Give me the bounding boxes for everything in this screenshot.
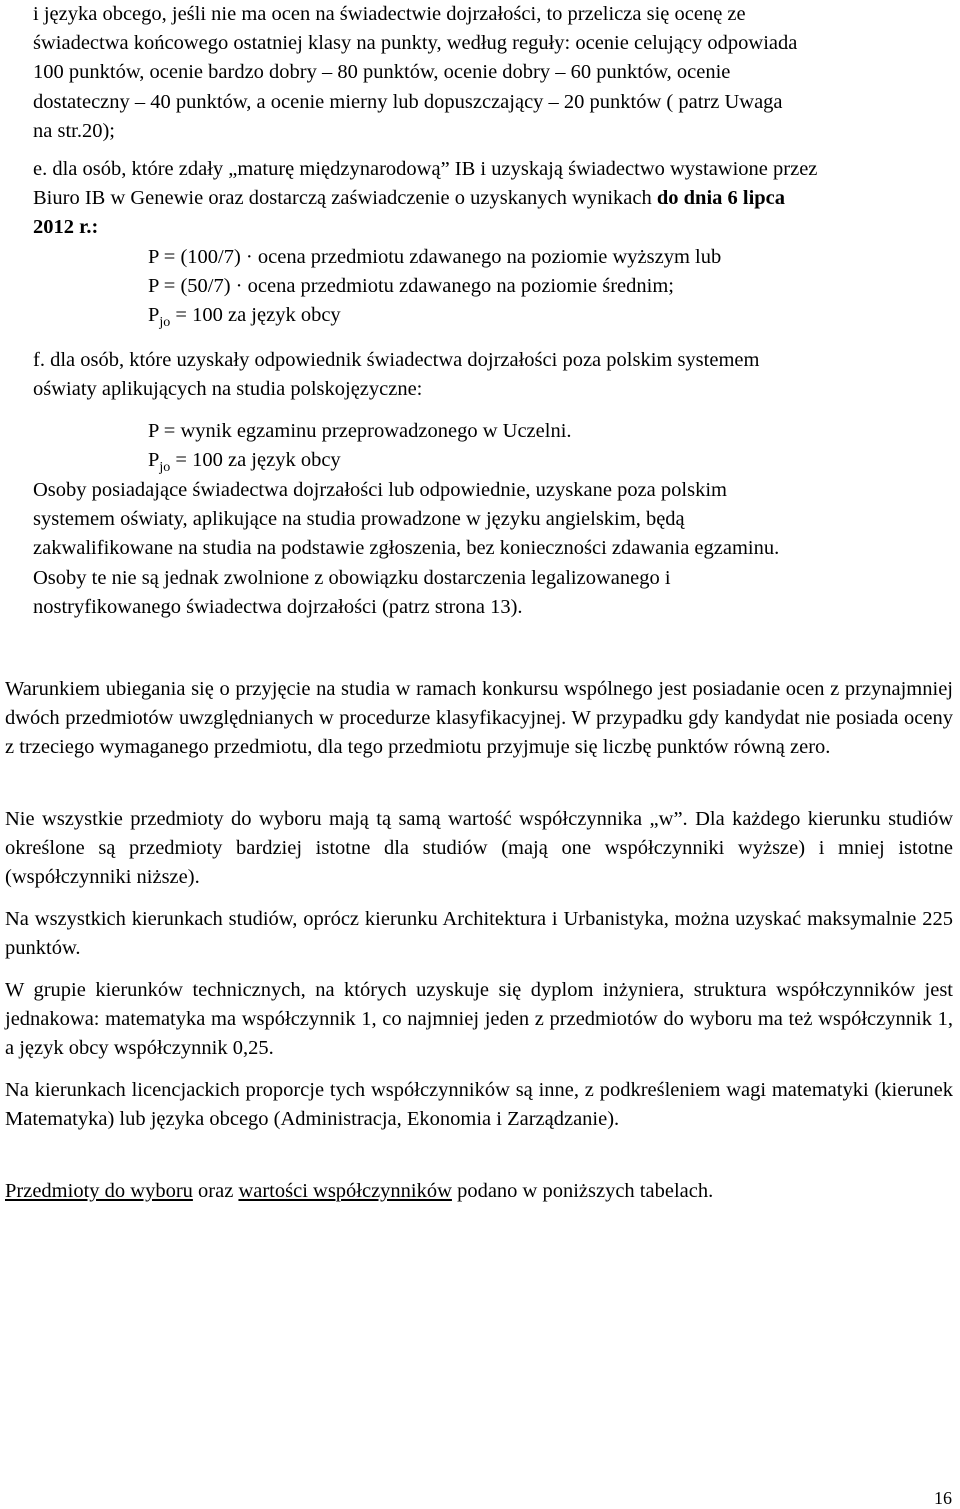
formula-symbol: P bbox=[148, 449, 160, 472]
text-line: nostryfikowanego świadectwa dojrzałości (patrz strona 13). bbox=[33, 595, 523, 618]
text-segment: Biuro IB w Genewie oraz dostarczą zaświadczenie o uzyskanych wynikach bbox=[33, 187, 657, 210]
text-line: zakwalifikowane na studia na podstawie zgłoszenia, bez konieczności zdawania egzaminu. bbox=[33, 537, 780, 560]
formula-line: P = (100/7) · ocena przedmiotu zdawanego na poziomie wyższym lub bbox=[148, 246, 722, 268]
formula-block-f bbox=[148, 417, 938, 483]
list-item-f bbox=[33, 346, 953, 404]
formula-subscript: jo bbox=[159, 315, 171, 331]
formula-subscript: jo bbox=[159, 460, 171, 476]
paragraph-max-points: Na wszystkich kierunkach studiów, oprócz kierunku Architektura i Urbanistyka, można uzyskać maksymalnie 225 punktów. bbox=[5, 908, 953, 960]
deadline-year: 2012 r.: bbox=[33, 216, 99, 239]
text-line: oświaty aplikujących na studia polskojęzyczne: bbox=[33, 378, 423, 401]
page-number: 16 bbox=[934, 1488, 952, 1508]
text-line: 100 punktów, ocenie bardzo dobry – 80 punktów, ocenie dobry – 60 punktów, ocenie bbox=[33, 61, 731, 84]
formula-line: P = wynik egzaminu przeprowadzonego w Uczelni. bbox=[148, 420, 572, 442]
foreign-certificates-paragraph bbox=[33, 476, 953, 622]
text-line: na str.20); bbox=[33, 119, 115, 142]
text-line: Osoby te nie są jednak zwolnione z obowiązku dostarczenia legalizowanego i bbox=[33, 566, 671, 589]
text-line: f. dla osób, które uzyskały odpowiednik świadectwa dojrzałości poza polskim systemem bbox=[33, 349, 760, 371]
link-subjects[interactable]: Przedmioty do wyboru bbox=[5, 1180, 193, 1202]
text-line bbox=[33, 213, 953, 242]
paragraph-requirements: Warunkiem ubiegania się o przyjęcie na studia w ramach konkursu wspólnego jest posiadanie ocen z przynajmniej dwóch przedmiotów uwzględnianych w procedurze klasyfikacyjnej. W przypadku gdy kandydat nie posiada oceny z trzeciego wymaganego przedmiotu, dla tego przedmiotu przyjmuje się liczbę punktów równą zero. bbox=[5, 678, 953, 759]
formula-line bbox=[148, 301, 938, 337]
text-line: systemem oświaty, aplikujące na studia prowadzone w języku angielskim, będą bbox=[33, 508, 685, 531]
formula-block-e bbox=[148, 243, 938, 338]
formula-rest: = 100 za język obcy bbox=[170, 304, 341, 327]
link-coefficients[interactable]: wartości współczynników bbox=[238, 1180, 452, 1202]
text-line: i języka obcego, jeśli nie ma ocen na świadectwie dojrzałości, to przelicza się ocenę ze bbox=[33, 3, 746, 25]
deadline-date: do dnia 6 lipca bbox=[656, 187, 786, 210]
text-line: Osoby posiadające świadectwa dojrzałości lub odpowiednie, uzyskane poza polskim bbox=[33, 479, 727, 501]
formula-symbol: P bbox=[148, 304, 160, 327]
text-line: e. dla osób, które zdały „maturę międzynarodową” IB i uzyskają świadectwo wystawione przez bbox=[33, 158, 818, 180]
text-line: świadectwa końcowego ostatniej klasy na punkty, według reguły: ocenie celujący odpowiada bbox=[33, 32, 798, 55]
formula-rest: = 100 za język obcy bbox=[170, 449, 341, 472]
text-segment: oraz bbox=[192, 1180, 239, 1202]
text-segment: podano w poniższych tabelach. bbox=[451, 1180, 714, 1202]
list-item-e bbox=[33, 155, 953, 243]
text-line bbox=[33, 184, 953, 213]
text-line: dostateczny – 40 punktów, a ocenie mierny lub dopuszczający – 20 punktów ( patrz Uwaga bbox=[33, 90, 783, 113]
paragraph-licencjat: Na kierunkach licencjackich proporcje tych współczynników są inne, z podkreśleniem wagi matematyki (kierunek Matematyka) lub języka obcego (Administracja, Ekonomia i Zarządzanie). bbox=[5, 1079, 953, 1131]
paragraph-coefficients: Nie wszystkie przedmioty do wyboru mają tą samą wartość współczynnika „w”. Dla każdego kierunku studiów określone są przedmioty bardziej istotne dla studiów (mają one współczynniki wyższe) i mniej istotne (współczynniki niższe). bbox=[5, 808, 953, 889]
paragraph-technical: W grupie kierunków technicznych, na których uzyskuje się dyplom inżyniera, struktura współczynników jest jednakowa: matematyka ma współczynnik 1, co najmniej jeden z przedmiotów do wyboru ma też współczynnik 1, a język obcy współczynnik 0,25. bbox=[5, 979, 953, 1060]
formula-line: P = (50/7) · ocena przedmiotu zdawanego na poziomie średnim; bbox=[148, 275, 674, 298]
list-continuation bbox=[33, 0, 953, 146]
paragraph-tables-reference bbox=[5, 1177, 953, 1206]
